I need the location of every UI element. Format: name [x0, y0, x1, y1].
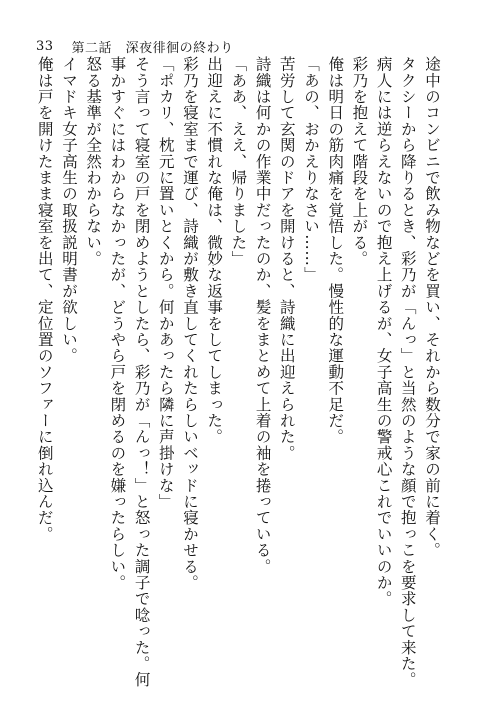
- text-line: 「ポカリ、枕元に置いとくから。何かあったら隣に声掛けな」: [156, 56, 175, 510]
- running-header: [36, 37, 234, 55]
- text-line: 病人には逆らえないので抱え上げるが、女子高生の警戒心これでいいのか。: [374, 56, 393, 607]
- chapter-title: 深夜徘徊の終わり: [125, 40, 234, 56]
- chapter-number: 第二話: [71, 40, 113, 56]
- text-line: 「ああ、ええ、帰りました」: [229, 56, 248, 267]
- text-line: 彩乃を寝室まで運び、詩織が敷き直してくれたらしいベッドに寝かせる。: [180, 56, 199, 591]
- text-line: 出迎えに不慣れな俺は、微妙な返事をしてしまった。: [205, 56, 224, 445]
- text-line: 彩乃を抱えて階段を上がる。: [350, 56, 369, 267]
- text-line: 俺は明日の筋肉痛を覚悟した。慢性的な運動不足だ。: [326, 56, 345, 445]
- text-line: 事かすぐにはわからなかったが、どうやら戸を閉めるのを嫌ったらしい。: [108, 56, 127, 591]
- text-line: 俺は戸を開けたまま寝室を出て、定位置のソファーに倒れ込んだ。: [35, 56, 54, 542]
- page-number: 33: [36, 38, 54, 54]
- text-line: 詩織は何かの作業中だったのか、髪をまとめて上着の袖を捲っている。: [253, 56, 272, 575]
- novel-body-text: [33, 56, 444, 692]
- text-line: イマドキ女子高生の取扱説明書が欲しい。: [59, 56, 78, 364]
- text-line: 途中のコンビニで飲み物などを買い、それから数分で家の前に着く。: [423, 56, 441, 559]
- text-line: そう言って寝室の戸を閉めようとしたら、彩乃が「んっ！」と怒った調子で唸った。何: [132, 56, 151, 688]
- text-line: 怒る基準が全然わからない。: [84, 56, 103, 267]
- text-line: 苦労して玄関のドアを開けると、詩織に出迎えられた。: [277, 56, 296, 461]
- chapter-heading: [72, 37, 234, 56]
- text-line: タクシーから降りるとき、彩乃が「んっ」と当然のような顔で抱っこを要求して来た。: [398, 56, 417, 688]
- text-line: 「あの、おかえりなさい……」: [301, 56, 320, 283]
